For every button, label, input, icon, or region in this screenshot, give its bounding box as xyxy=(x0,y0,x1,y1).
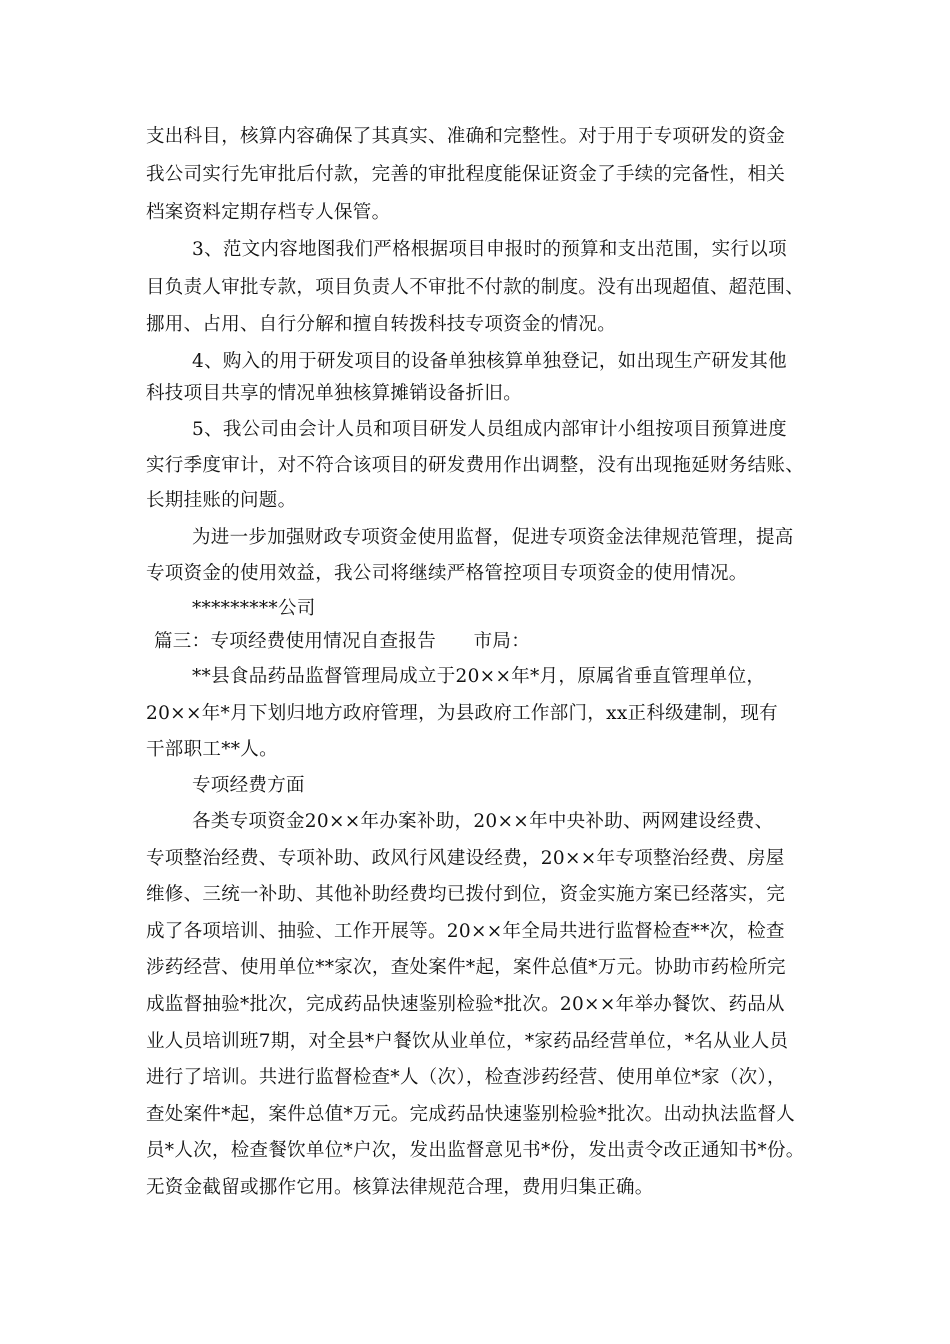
text-line: 成了各项培训、抽验、工作开展等。20××年全局共进行监督检查**次，检查 xyxy=(146,921,785,942)
text-line: 无资金截留或挪作它用。核算法律规范合理，费用归集正确。 xyxy=(146,1177,654,1198)
section-heading: 篇三：专项经费使用情况自查报告 市局： xyxy=(154,631,531,652)
subsection-heading: 专项经费方面 xyxy=(192,775,305,796)
text-line: 涉药经营、使用单位**家次，查处案件*起，案件总值*万元。协助市药检所完 xyxy=(146,957,786,978)
text-line: 专项整治经费、专项补助、政风行风建设经费，20××年专项整治经费、房屋 xyxy=(146,848,785,869)
text-line: 目负责人审批专款，项目负责人不审批不付款的制度。没有出现超值、超范围、 xyxy=(146,277,805,298)
text-line: 20××年*月下划归地方政府管理，为县政府工作部门，xx正科级建制，现有 xyxy=(146,703,778,724)
text-line: 为进一步加强财政专项资金使用监督，促进专项资金法律规范管理，提高 xyxy=(192,527,794,548)
text-line: 员*人次，检查餐饮单位*户次，发出监督意见书*份，发出责令改正通知书*份。 xyxy=(146,1140,805,1161)
text-line: 实行季度审计，对不符合该项目的研发费用作出调整，没有出现拖延财务结账、 xyxy=(146,455,805,476)
text-line: 各类专项资金20××年办案补助，20××年中央补助、两网建设经费、 xyxy=(192,811,774,832)
text-line: 5、我公司由会计人员和项目研发人员组成内部审计小组按项目预算进度 xyxy=(192,419,787,440)
text-line: 维修、三统一补助、其他补助经费均已拨付到位，资金实施方案已经落实，完 xyxy=(146,884,786,905)
text-line: 3、范文内容地图我们严格根据项目申报时的预算和支出范围，实行以项 xyxy=(192,239,787,260)
text-line: **县食品药品监督管理局成立于20××年*月，原属省垂直管理单位， xyxy=(192,666,766,687)
text-line: 进行了培训。共进行监督检查*人（次），检查涉药经营、使用单位*家（次）， xyxy=(146,1067,786,1088)
text-line: 成监督抽验*批次，完成药品快速鉴别检验*批次。20××年举办餐饮、药品从 xyxy=(146,994,785,1015)
text-line: 科技项目共享的情况单独核算摊销设备折旧。 xyxy=(146,383,523,404)
text-line: 长期挂账的问题。 xyxy=(146,490,297,511)
text-line: 业人员培训班7期，对全县*户餐饮从业单位，*家药品经营单位，*名从业人员 xyxy=(146,1031,789,1052)
text-line: 4、购入的用于研发项目的设备单独核算单独登记，如出现生产研发其他 xyxy=(192,351,787,372)
text-line: 挪用、占用、自行分解和擅自转拨科技专项资金的情况。 xyxy=(146,314,617,335)
text-line: 支出科目，核算内容确保了其真实、准确和完整性。对于用于专项研发的资金 xyxy=(146,126,786,147)
text-line: 干部职工**人。 xyxy=(146,739,278,760)
signature-line: *********公司 xyxy=(192,598,316,619)
text-line: 专项资金的使用效益，我公司将继续严格管控项目专项资金的使用情况。 xyxy=(146,563,748,584)
text-line: 查处案件*起，案件总值*万元。完成药品快速鉴别检验*批次。出动执法监督人 xyxy=(146,1104,796,1125)
text-line: 档案资料定期存档专人保管。 xyxy=(146,202,391,223)
text-line: 我公司实行先审批后付款，完善的审批程度能保证资金了手续的完备性，相关 xyxy=(146,164,786,185)
